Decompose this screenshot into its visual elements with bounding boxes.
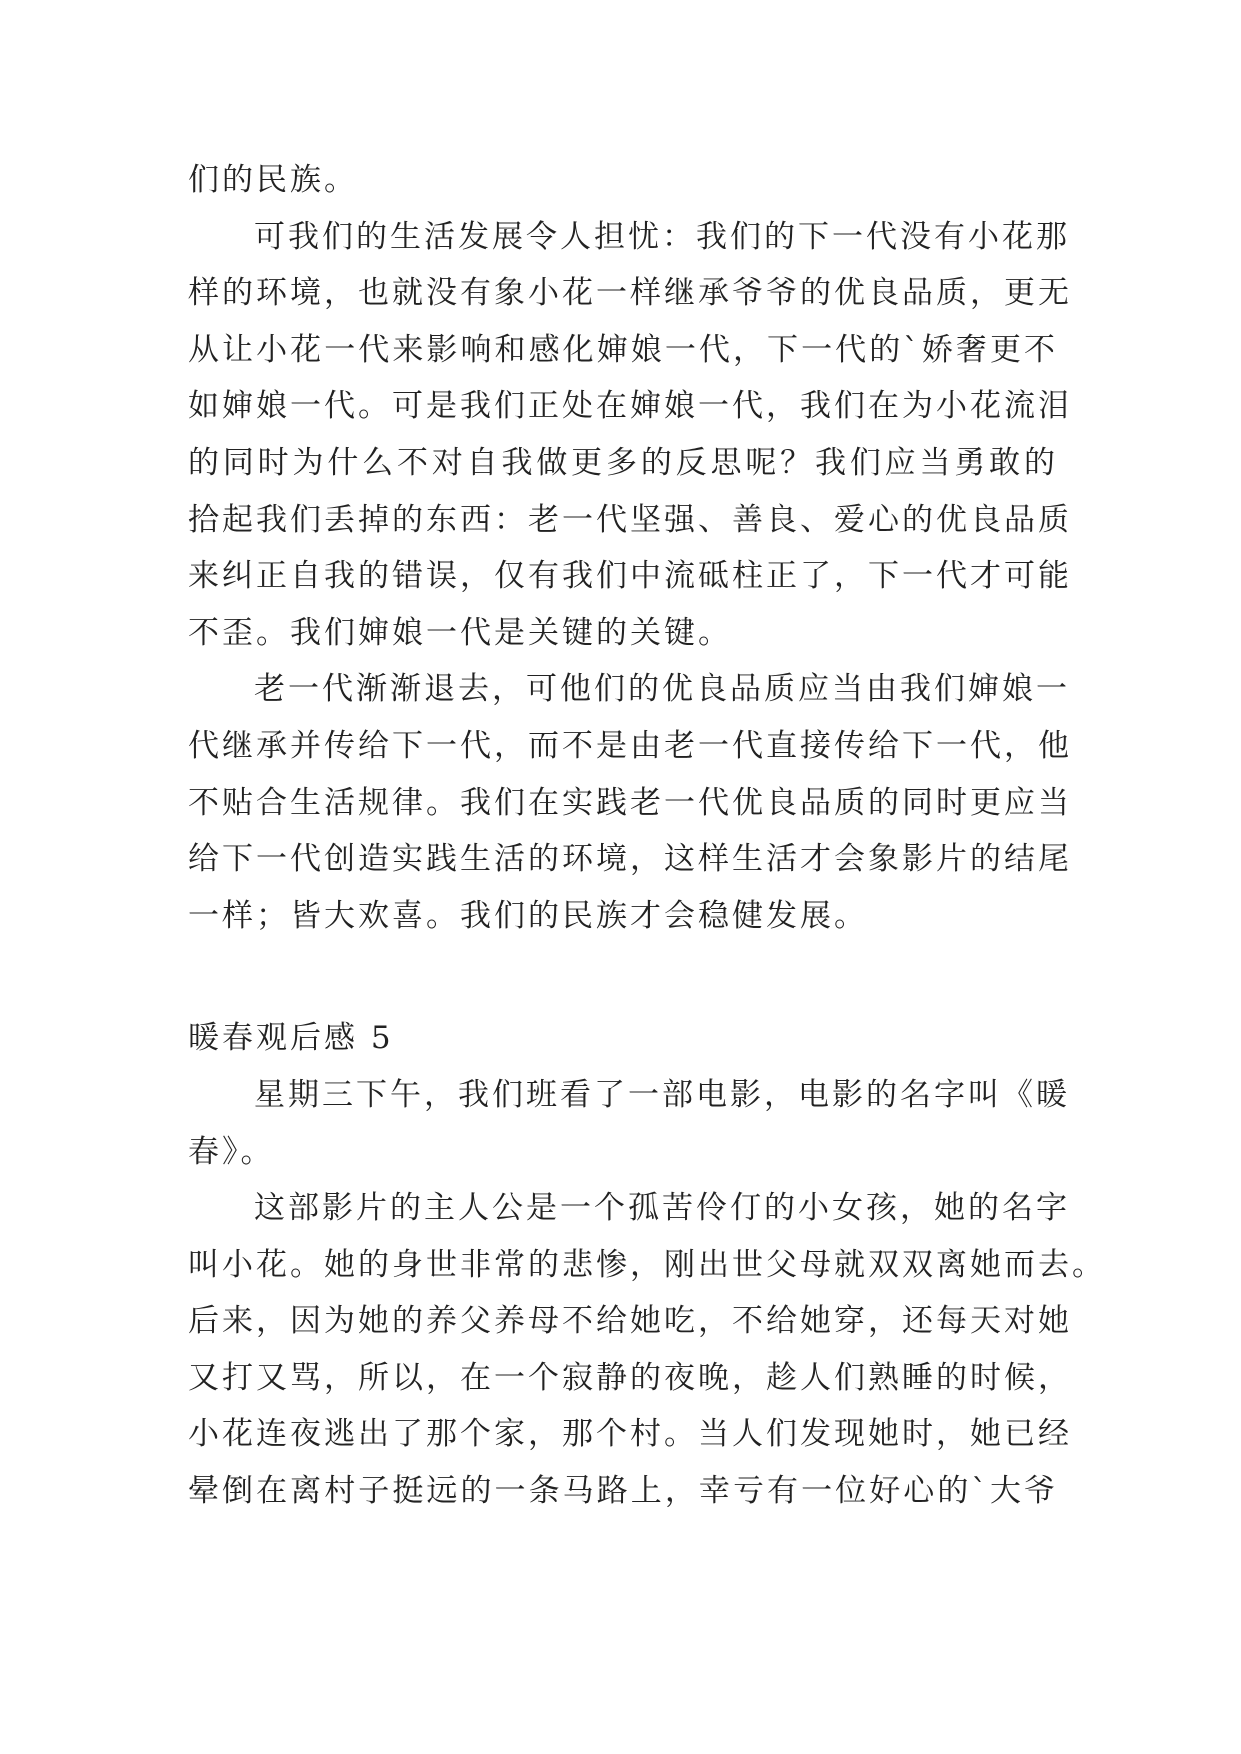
paragraph	[188, 661, 1072, 944]
text-line: 从让小花一代来影响和感化婶娘一代，下一代的`娇奢更不	[188, 331, 1058, 368]
text-line: 晕倒在离村子挺远的一条马路上，幸亏有一位好心的`大爷	[188, 1473, 1058, 1510]
text-line: 不歪。我们婶娘一代是关键的关键。	[188, 614, 732, 651]
paragraph	[188, 209, 1072, 662]
paragraph	[188, 1180, 1106, 1520]
text-line: 老一代渐渐退去，可他们的优良品质应当由我们婶娘一	[254, 671, 1070, 708]
text-line: 样的环境，也就没有象小花一样继承爷爷的优良品质，更无	[188, 275, 1072, 312]
text-line: 叫小花。她的身世非常的悲惨，刚出世父母就双双离她而去。	[188, 1246, 1106, 1283]
text-line: 一样；皆大欢喜。我们的民族才会稳健发展。	[188, 897, 868, 934]
text-line: 来纠正自我的错误，仅有我们中流砥柱正了，下一代才可能	[188, 558, 1072, 595]
text-line: 春》。	[188, 1133, 275, 1170]
paragraph	[188, 1067, 1070, 1180]
text-line: 又打又骂，所以，在一个寂静的夜晚，趁人们熟睡的时候，	[188, 1359, 1072, 1396]
text-line: 可我们的生活发展令人担忧：我们的下一代没有小花那	[254, 218, 1070, 255]
text-line: 星期三下午，我们班看了一部电影，电影的名字叫《暖	[254, 1076, 1070, 1113]
text-line: 的同时为什么不对自我做更多的反思呢？我们应当勇敢的	[188, 444, 1058, 481]
section-spacer	[188, 944, 1058, 1010]
text-line: 代继承并传给下一代，而不是由老一代直接传给下一代，他	[188, 727, 1072, 764]
text-line: 后来，因为她的养父养母不给她吃，不给她穿，还每天对她	[188, 1303, 1072, 1340]
paragraph-continuation	[188, 152, 1058, 209]
text-line: 如婶娘一代。可是我们正处在婶娘一代，我们在为小花流泪	[188, 388, 1072, 425]
text-line: 们的民族。	[188, 162, 358, 198]
text-line: 这部影片的主人公是一个孤苦伶仃的小女孩，她的名字	[254, 1190, 1070, 1227]
document-body	[188, 152, 1106, 1520]
text-line: 给下一代创造实践生活的环境，这样生活才会象影片的结尾	[188, 841, 1072, 878]
text-line: 小花连夜逃出了那个家，那个村。当人们发现她时，她已经	[188, 1416, 1072, 1453]
text-line: 不贴合生活规律。我们在实践老一代优良品质的同时更应当	[188, 784, 1072, 821]
section-title: 暖春观后感 5	[188, 1020, 394, 1057]
text-line: 拾起我们丢掉的东西：老一代坚强、善良、爱心的优良品质	[188, 501, 1072, 538]
